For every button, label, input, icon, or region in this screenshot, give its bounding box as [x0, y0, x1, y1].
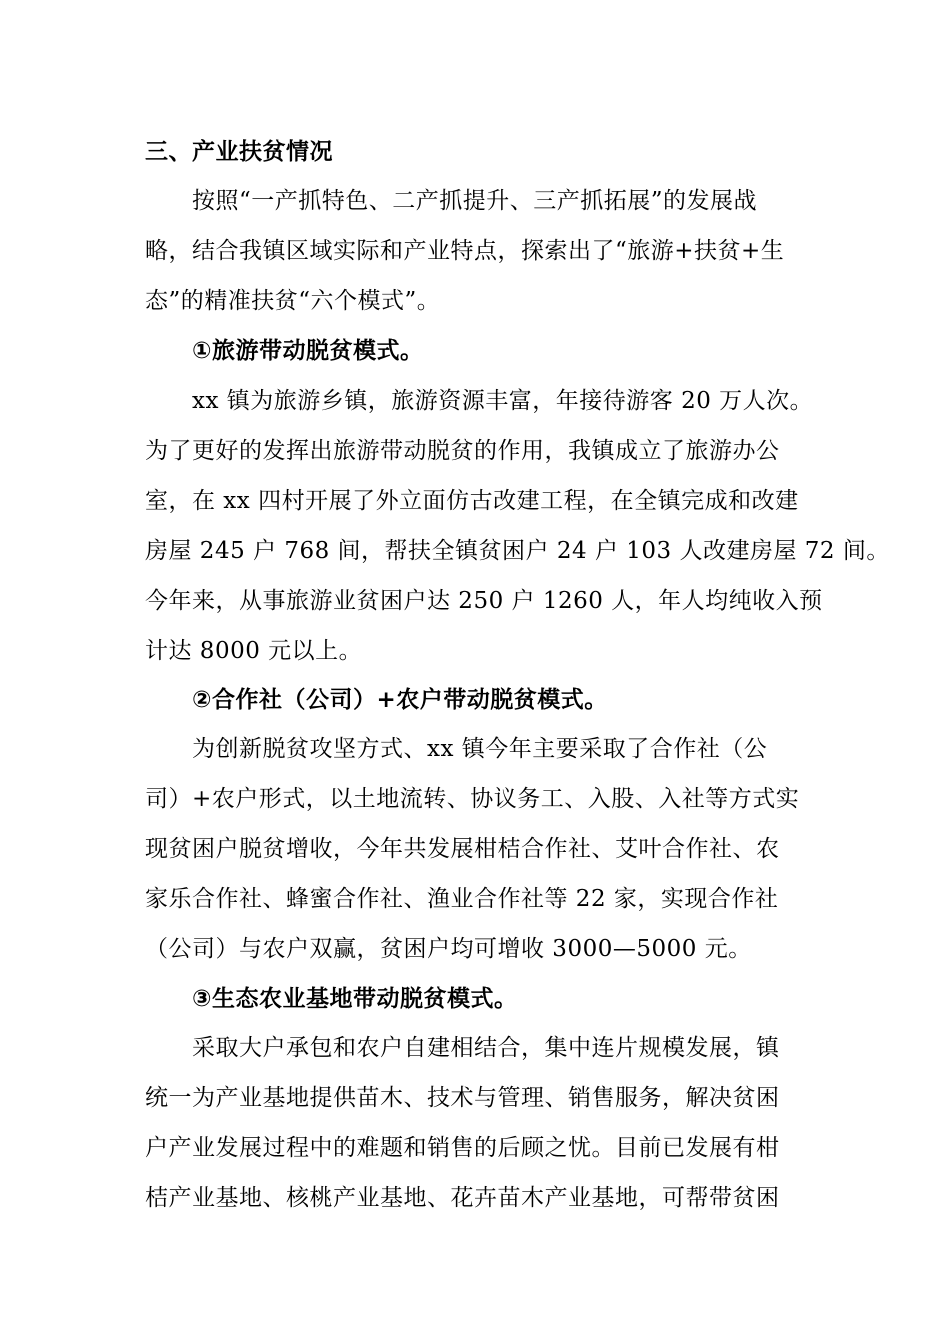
paragraph-line: 户产业发展过程中的难题和销售的后顾之忧。目前已发展有柑 [145, 1135, 780, 1161]
section-heading: 三、产业扶贫情况 [145, 139, 333, 165]
subsection-title-3: ③生态农业基地带动脱贫模式。 [192, 986, 518, 1012]
paragraph-line: （公司）与农户双赢，贫困户均可增收 3000—5000 元。 [145, 936, 752, 962]
paragraph-line: 现贫困户脱贫增收，今年共发展柑桔合作社、艾叶合作社、农 [145, 836, 780, 862]
paragraph-line: 房屋 245 户 768 间，帮扶全镇贫困户 24 户 103 人改建房屋 72 间。 [145, 538, 890, 564]
paragraph-line: 统一为产业基地提供苗木、技术与管理、销售服务，解决贫困 [145, 1085, 780, 1111]
paragraph-line: 计达 8000 元以上。 [145, 638, 363, 664]
paragraph-line: xx 镇为旅游乡镇，旅游资源丰富，年接待游客 20 万人次。 [192, 388, 814, 414]
paragraph-line: 今年来，从事旅游业贫困户达 250 户 1260 人，年人均纯收入预 [145, 588, 823, 614]
paragraph-line: 室，在 xx 四村开展了外立面仿古改建工程，在全镇完成和改建 [145, 488, 799, 514]
intro-line-1: 按照“一产抓特色、二产抓提升、三产抓拓展”的发展战 [192, 188, 758, 214]
paragraph-line: 为了更好的发挥出旅游带动脱贫的作用，我镇成立了旅游办公 [145, 438, 780, 464]
intro-line-3: 态”的精准扶贫“六个模式”。 [145, 288, 441, 314]
paragraph-line: 桔产业基地、核桃产业基地、花卉苗木产业基地，可帮带贫困 [145, 1185, 780, 1211]
paragraph-line: 为创新脱贫攻坚方式、xx 镇今年主要采取了合作社（公 [192, 736, 768, 762]
intro-line-2: 略，结合我镇区域实际和产业特点，探索出了“旅游+扶贫+生 [145, 238, 785, 264]
paragraph-line: 采取大户承包和农户自建相结合，集中连片规模发展，镇 [192, 1035, 780, 1061]
subsection-title-2: ②合作社（公司）+农户带动脱贫模式。 [192, 687, 608, 713]
paragraph-line: 司）+农户形式，以土地流转、协议务工、入股、入社等方式实 [145, 786, 800, 812]
subsection-title-1: ①旅游带动脱贫模式。 [192, 338, 424, 364]
paragraph-line: 家乐合作社、蜂蜜合作社、渔业合作社等 22 家，实现合作社 [145, 886, 779, 912]
